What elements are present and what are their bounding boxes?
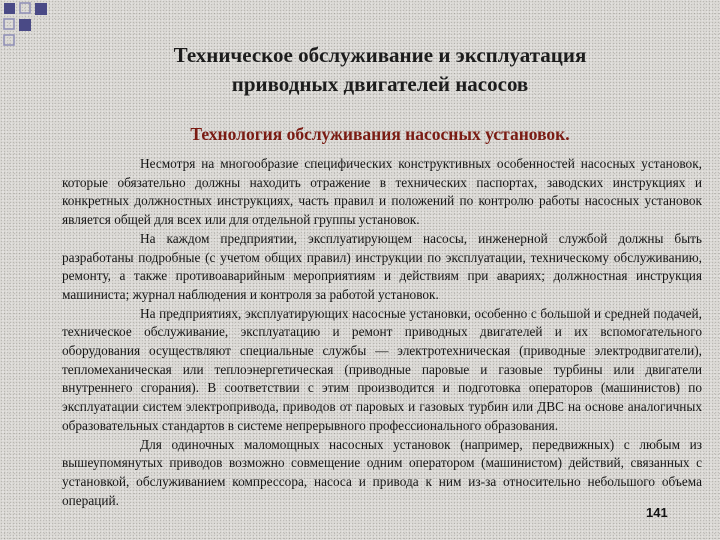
paragraph-3: На предприятиях, эксплуатирующих насосные установки, особенно с большой и средней подачей, техническое обслуживание, эксплуатацию и ремонт приводных двигателей и их вспомогательного оборудования осуществляют специальные службы — электротехническая (приводные электродвигатели), тепломеханическая или теплоэнергетическая (приводные паровые и газовые турбины или двигатели внутреннего сгорания). В соответствии с этим производится и подготовка операторов (машинистов) по эксплуатации систем электропривода, приводов от паровых и газовых турбин или ДВС на основе аналогичных образовательных стандартов в системе непрерывного профессионального образования. bbox=[62, 305, 702, 433]
deco-square-outline-2 bbox=[4, 19, 14, 29]
deco-square-outline-1 bbox=[20, 3, 30, 13]
deco-square-filled-1 bbox=[4, 3, 15, 14]
slide-title bbox=[100, 41, 660, 99]
deco-square-outline-3 bbox=[4, 35, 14, 45]
page-number: 141 bbox=[646, 505, 668, 520]
deco-square-filled-2 bbox=[35, 3, 47, 15]
section-subtitle: Технология обслуживания насосных установок. bbox=[190, 124, 570, 144]
paragraph-2: На каждом предприятии, эксплуатирующем насосы, инженерной службой должны быть разработаны подробные (с учетом общих правил) инструкции по эксплуатации, техническому обслуживанию, ремонту, а также противоаварийным мероприятиям и действиям при авариях; должностная инструкция машиниста; журнал наблюдения и контроля за работой установок. bbox=[62, 230, 702, 302]
corner-squares-decoration bbox=[0, 0, 60, 60]
paragraph-1: Несмотря на многообразие специфических конструктивных особенностей насосных установок, которые обязательно должны находить отражение в технических паспортах, заводских инструкциях и конкретных должностных инструкциях, часть правил и положений по контролю работы насосных установок является общей для всех или для отдельной группы установок. bbox=[62, 156, 702, 228]
body-text bbox=[62, 155, 702, 510]
deco-square-filled-3 bbox=[19, 19, 31, 31]
slide-title-line-2: приводных двигателей насосов bbox=[231, 72, 529, 96]
slide-title-line-1: Техническое обслуживание и эксплуатация bbox=[173, 43, 587, 67]
paragraph-4: Для одиночных маломощных насосных установок (например, передвижных) с любым из вышеупомянутых приводов возможно совмещение одним оператором (машинистом) действий, связанных с установкой, обслуживанием компрессора, насоса и привода к ним из-за относительно небольшого объема операций. bbox=[62, 436, 702, 508]
